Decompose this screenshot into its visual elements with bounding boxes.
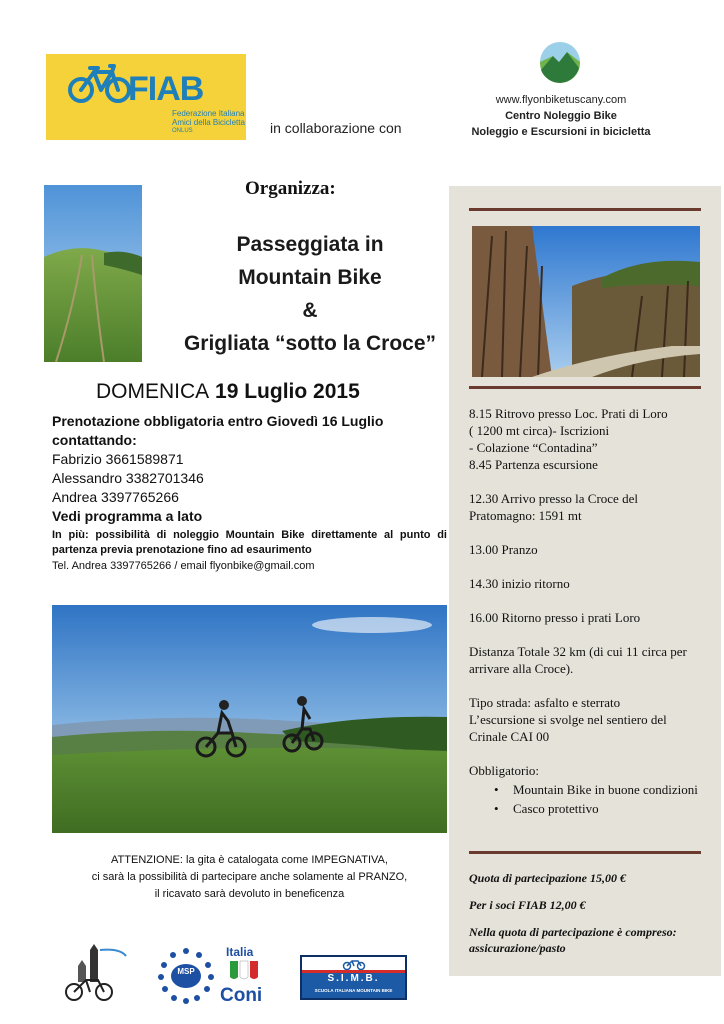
msp-logo-icon [155,945,217,1007]
requirements-list [511,781,701,817]
schedule-line: 12.30 Arrivo presso la Croce del Pratomagno: 1591 mt [469,491,638,523]
amici-logo-icon [60,942,130,1004]
event-date [96,380,360,404]
schedule-line: 16.00 Ritorno presso i prati Loro [469,610,641,625]
forest-road-photo [472,226,700,377]
schedule-line: Tipo strada: asfalto e sterrato [469,695,621,710]
panel-divider-bottom [469,851,701,854]
flyonbike-line1: Centro Noleggio Bike [505,110,617,122]
collaboration-label: in collaborazione con [270,120,402,136]
simb-logo [300,955,407,1000]
program-note: Vedi programma a lato [52,508,203,524]
simb-title: S.I.M.B. [327,973,380,984]
coni-logo [218,945,270,1007]
simb-subtitle: SCUOLA ITALIANA MOUNTAIN BIKE [314,988,393,993]
meadow-photo [44,185,142,362]
schedule-line: 8.15 Ritrovo presso Loc. Prati di Loro [469,406,668,421]
price-quota: Quota di partecipazione 15,00 € [469,871,627,885]
schedule-line: 13.00 Pranzo [469,542,538,557]
schedule-line: Distanza Totale 32 km (di cui 11 circa per arrivare alla Croce). [469,644,687,676]
booking-notice: Prenotazione obbligatoria entro Giovedì 16 Luglio [52,413,384,429]
flyonbike-logo-icon [537,42,583,84]
event-title [160,228,460,360]
riders-photo [52,605,447,833]
price-note: Nella quota di partecipazione è compreso: assicurazione/pasto [469,925,677,955]
event-title-line3: Grigliata “sotto la Croce” [183,332,437,355]
price-members: Per i soci FIAB 12,00 € [469,898,586,912]
list-item: • Casco protettivo [511,800,701,817]
rental-note: In più: possibilità di noleggio Mountain Bike direttamente al punto di partenza previa prenotazione fino ad esaurimento [52,529,447,556]
event-date-day: DOMENICA [96,380,210,403]
flyonbike-url: www.flyonbiketuscany.com [495,94,627,106]
flyonbike-line2: Noleggio e Escursioni in bicicletta [471,126,651,138]
program-schedule [469,405,701,817]
coni-shield-icon [228,959,260,983]
contact-item: Alessandro 3382701346 [52,470,204,486]
schedule-line: - Colazione “Contadina” [469,440,598,455]
schedule-line: ( 1200 mt circa)- Iscrizioni [469,423,610,438]
contact-label: contattando: [52,432,137,448]
contact-item: Fabrizio 3661589871 [52,451,184,467]
event-title-line2: Mountain Bike [238,266,382,289]
contact-item: Andrea 3397765266 [52,489,179,505]
fiab-subtitle-line2: Amici della Bicicletta [172,118,245,127]
flyonbike-text [455,92,667,140]
schedule-line: L’escursione si svolge nel sentiero del Crinale CAI 00 [469,712,667,744]
schedule-line: 14.30 inizio ritorno [469,576,570,591]
panel-divider-middle [469,386,701,389]
schedule-line: 8.45 Partenza escursione [469,457,598,472]
fiab-subtitle-line1: Federazione Italiana [172,109,245,118]
event-date-rest: 19 Luglio 2015 [209,380,360,403]
list-item: • Mountain Bike in buone condizioni [511,781,701,798]
attention-line1: ATTENZIONE: la gita è catalogata come IMPEGNATIVA, [111,854,388,866]
organizer-label: Organizza: [245,178,336,199]
attention-line2: ci sarà la possibilità di partecipare anche solamente al PRANZO, [91,871,408,883]
attention-note [52,852,447,903]
event-title-line1: Passeggiata in [236,233,384,256]
bicycle-icon [68,60,134,106]
fiab-logo [46,54,246,140]
fiab-wordmark: FIAB [128,70,204,108]
booking-info [52,412,447,574]
contact-email: Tel. Andrea 3397765266 / email flyonbike@gmail.com [52,560,315,572]
pricing-block [469,870,701,967]
bicycle-icon [342,958,366,970]
attention-line3: il ricavato sarà devoluto in beneficenza [154,888,345,900]
coni-italia-label: Italia [226,945,254,959]
fiab-subtitle [172,109,246,136]
coni-label: Coni [220,985,263,1006]
schedule-line: Obbligatorio: [469,763,540,778]
panel-divider-top [469,208,701,211]
msp-label: MSP [177,967,195,976]
fiab-subtitle-line3: ONLUS [172,128,193,134]
event-title-ampersand: & [302,299,318,322]
